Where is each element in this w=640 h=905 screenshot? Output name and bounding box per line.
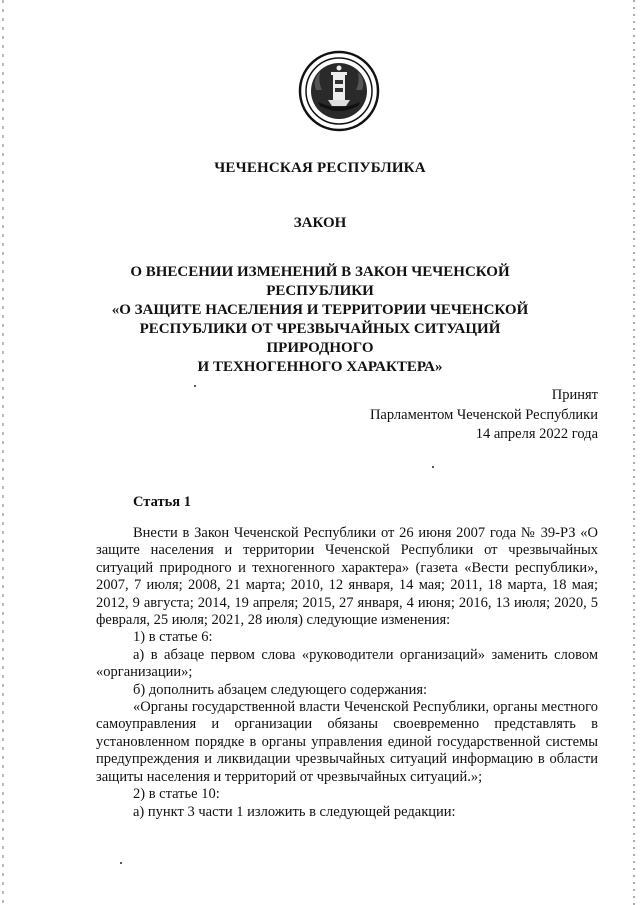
paragraph: «Органы государственной власти Чеченской Республики, органы местного самоуправления и организации обязаны своевременно представлять в установленном порядке в органы управления единой государственной системы предупреждения и ликвидации чрезвычайных ситуаций информацию в области защиты населения и территорий от чрезвычайных ситуаций.»; — [96, 699, 598, 785]
paragraph: 1) в статье 6: — [133, 629, 213, 646]
paragraph: 2) в статье 10: — [133, 786, 220, 803]
article-heading: Статья 1 — [133, 494, 191, 510]
adoption-block — [370, 386, 598, 445]
scan-speck — [432, 466, 434, 468]
paragraph: б) дополнить абзацем следующего содержания: — [133, 681, 428, 698]
law-title-line: И ТЕХНОГЕННОГО ХАРАКТЕРА» — [197, 359, 443, 375]
law-title-line: «О ЗАЩИТЕ НАСЕЛЕНИЯ И ТЕРРИТОРИИ ЧЕЧЕНСКОЙ — [111, 302, 529, 318]
law-title-line: О ВНЕСЕНИИ ИЗМЕНЕНИЙ В ЗАКОН ЧЕЧЕНСКОЙ РЕСПУБЛИКИ — [130, 264, 510, 299]
scan-edge-left — [2, 0, 4, 905]
republic-name: ЧЕЧЕНСКАЯ РЕСПУБЛИКА — [214, 160, 426, 176]
document-type: ЗАКОН — [293, 215, 347, 231]
paragraph: а) в абзаце первом слова «руководители организаций» заменить словом «организации»; — [96, 646, 598, 681]
paragraph: Внести в Закон Чеченской Республики от 26 июня 2007 года № 39-РЗ «О защите населения и территории Чеченской Республики от чрезвычайных ситуаций природного и техногенного характера» (газета «Вести республики», 2007, 7 июля; 2008, 21 марта; 2010, 12 января, 14 мая; 2011, 18 марта, 18 мая; 2012, 9 августа; 2014, 19 апреля; 2015, 27 января, 4 июня; 2016, 13 июля; 2020, 5 февраля, 25 июля; 2021, 28 июля) следующие изменения: — [96, 525, 598, 629]
scan-speck — [120, 862, 122, 864]
adoption-date: 14 апреля 2022 года — [475, 426, 598, 442]
scan-edge-right — [633, 0, 635, 905]
law-title-line: РЕСПУБЛИКИ ОТ ЧРЕЗВЫЧАЙНЫХ СИТУАЦИЙ ПРИРОДНОГО — [139, 321, 501, 356]
coat-of-arms-emblem — [298, 50, 380, 132]
law-title — [90, 263, 550, 377]
paragraph: а) пункт 3 части 1 изложить в следующей редакции: — [133, 803, 456, 820]
adoption-status: Принят — [551, 387, 598, 403]
adopting-body: Парламентом Чеченской Республики — [369, 406, 598, 423]
article-body — [96, 525, 598, 821]
scan-speck — [194, 385, 196, 387]
